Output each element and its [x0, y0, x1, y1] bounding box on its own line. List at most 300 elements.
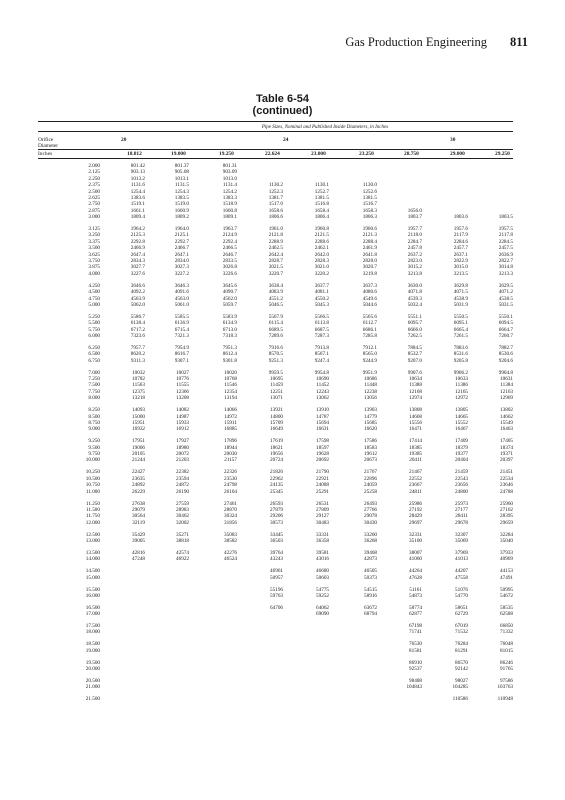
coefficient-cell: 26104 — [224, 488, 237, 495]
coefficient-cell: 104843 — [406, 684, 422, 691]
coefficient-cell: 7912.1 — [362, 345, 377, 351]
coefficient-cell: 29697 — [409, 519, 422, 526]
orifice-diameter-cell: 9.000 — [88, 426, 100, 433]
orifice-diameter-cell: 8.500 — [88, 413, 100, 420]
coefficient-cell: 3219.8 — [362, 270, 377, 277]
orifice-diameter-cell: 11.500 — [85, 506, 100, 513]
coefficient-cell: 7287.3 — [314, 333, 329, 340]
orifice-diameter-cell: 14.000 — [85, 556, 100, 563]
coefficient-cell: 1252.7 — [314, 188, 329, 195]
coefficient-cell: 2462.1 — [314, 245, 329, 252]
coefficient-cell: 8616.7 — [174, 351, 189, 358]
coefficient-cell: 26229 — [132, 488, 145, 495]
coefficient-cell: 4071.2 — [498, 289, 513, 296]
coefficient-cell: 1013.2 — [130, 175, 145, 182]
coefficient-cell: 5565.6 — [362, 313, 377, 320]
orifice-diameter-cell: 2.000 — [88, 163, 100, 169]
coefficient-cell: 14800 — [270, 413, 283, 420]
row-group — [38, 568, 513, 581]
inside-diameter-6: 23.250 — [359, 151, 374, 157]
coefficient-cell: 37933 — [500, 549, 513, 556]
coefficient-cell: 46524 — [224, 556, 237, 563]
orifice-diameter-cell: 3.125 — [88, 226, 100, 233]
coefficient-cell: 46680 — [316, 568, 329, 575]
coefficient-cell: 6138.4 — [130, 320, 145, 327]
coefficient-cell: 1254.4 — [130, 188, 145, 195]
coefficient-cell: 24788 — [500, 488, 513, 495]
coefficient-cell: 21826 — [270, 469, 283, 476]
coefficient-cell: 30462 — [176, 513, 189, 520]
coefficient-cell: 10027 — [176, 369, 189, 376]
table-row — [38, 302, 513, 308]
orifice-diameter-cell: 7.500 — [88, 382, 100, 389]
coefficient-cell: 17927 — [176, 438, 189, 445]
coefficient-cell: 12163 — [500, 388, 513, 395]
coefficient-cell: 7954.9 — [174, 345, 189, 351]
coefficient-cell: 20411 — [409, 457, 422, 464]
orifice-diameter-cell: 4.250 — [88, 282, 100, 289]
orifice-diameter-cell: 14.500 — [85, 568, 100, 575]
coefficient-cell: 1519.1 — [130, 201, 145, 208]
table-row — [38, 333, 513, 339]
coefficient-cell: 54770 — [455, 592, 468, 599]
coefficient-cell: 33445 — [270, 531, 283, 538]
coefficient-cell: 23646 — [500, 482, 513, 489]
coefficient-cell: 26190 — [176, 488, 189, 495]
coefficient-cell: 13062 — [316, 395, 329, 402]
coefficient-cell: 26531 — [316, 500, 329, 507]
coefficient-cell: 37969 — [455, 549, 468, 556]
coefficient-cell: 2284.7 — [407, 238, 422, 245]
coefficient-cell: 2117.9 — [453, 232, 468, 239]
orifice-diameter-cell: 2.375 — [88, 182, 100, 189]
coefficient-cell: 14972 — [224, 413, 237, 420]
coefficient-cell: 3645.6 — [222, 282, 237, 289]
coefficient-cell: 1964.0 — [174, 226, 189, 233]
coefficient-cell: 3227.6 — [130, 270, 145, 277]
coefficient-cell: 14665 — [455, 413, 468, 420]
coefficient-cell: 43016 — [316, 556, 329, 563]
coefficient-cell: 7261.5 — [453, 333, 468, 340]
coefficient-cell: 20404 — [455, 457, 468, 464]
coefficient-cell: 15709 — [270, 419, 283, 426]
coefficient-cell: 17598 — [316, 438, 329, 445]
orifice-diameter-cell: 3.875 — [88, 264, 100, 271]
coefficient-cell: 11563 — [132, 382, 145, 389]
coefficient-cell: 91765 — [500, 666, 513, 673]
orifice-diameter-cell: 10.750 — [85, 482, 100, 489]
coefficient-cell: 2292.7 — [174, 238, 189, 245]
coefficient-cell: 59252 — [316, 592, 329, 599]
orifice-diameter-cell: 9.250 — [88, 438, 100, 445]
coefficient-cell: 50957 — [270, 574, 283, 581]
coefficient-cell: 6136.9 — [174, 320, 189, 327]
coefficient-cell: 8570.5 — [268, 351, 283, 358]
coefficient-cell: 23594 — [176, 475, 189, 482]
orifice-diameter-cell: 16.500 — [85, 604, 100, 611]
coefficient-cell: 7321.3 — [174, 333, 189, 340]
coefficient-cell: 7916.6 — [268, 345, 283, 351]
coefficient-cell: 1960.6 — [362, 226, 377, 233]
coefficient-cell: 11452 — [316, 382, 329, 389]
coefficient-cell: 3638.4 — [268, 282, 283, 289]
inside-diameter-5: 23.000 — [311, 151, 326, 157]
row-group — [38, 550, 513, 563]
coefficient-cell: 7884.5 — [407, 345, 422, 351]
coefficient-cell: 6713.0 — [222, 326, 237, 333]
coefficient-cell: 62588 — [500, 611, 513, 618]
coefficient-cell: 1013.1 — [174, 175, 189, 182]
coefficient-cell: 13903 — [364, 407, 377, 414]
coefficient-cell: 3213.5 — [453, 270, 468, 277]
row-group — [38, 469, 513, 495]
orifice-diameter-cell: 8.250 — [88, 407, 100, 414]
orifice-diameter-cell: 20.500 — [85, 678, 100, 684]
table-row — [38, 648, 513, 654]
row-group — [38, 501, 513, 527]
coefficient-cell: 71532 — [455, 629, 468, 636]
coefficient-cell: 27177 — [455, 506, 468, 513]
coefficient-cell: 4563.9 — [130, 295, 145, 302]
coefficient-cell: 47628 — [409, 574, 422, 581]
coefficient-cell: 14662 — [500, 413, 513, 420]
coefficient-cell: 33260 — [364, 531, 377, 538]
coefficient-cell: 1957.6 — [453, 226, 468, 233]
coefficient-cell: 6134.9 — [222, 320, 237, 327]
coefficient-cell: 76284 — [455, 641, 468, 648]
coefficient-cell: 1130.0 — [362, 182, 377, 189]
coefficient-cell: 9207.0 — [407, 357, 422, 364]
row-group — [38, 696, 513, 702]
orifice-diameter-cell: 15.000 — [85, 574, 100, 581]
table-number: Table 6-54 — [256, 93, 309, 105]
coefficient-cell: 2642.0 — [314, 251, 329, 258]
running-title: Gas Production Engineering — [345, 35, 487, 49]
coefficient-cell: 5566.5 — [314, 313, 329, 320]
coefficient-cell: 6113.8 — [314, 320, 329, 327]
coefficient-cell: 10032 — [132, 369, 145, 376]
orifice-diameter-cell: 17.000 — [85, 611, 100, 618]
coefficient-cell: 16467 — [455, 426, 468, 433]
running-head — [0, 35, 565, 51]
coefficient-cell: 66850 — [500, 623, 513, 630]
inside-diameter-3: 19.250 — [219, 151, 234, 157]
coefficient-cell: 54775 — [316, 586, 329, 593]
coefficient-cell: 29078 — [364, 513, 377, 520]
coefficient-cell: 9204.6 — [498, 357, 513, 364]
orifice-diameter-cell: 5.750 — [88, 326, 100, 333]
coefficient-cell: 38007 — [409, 549, 422, 556]
coefficient-cell: 8620.2 — [130, 351, 145, 358]
coefficient-cell: 25973 — [455, 500, 468, 507]
coefficient-cell: 7285.8 — [362, 333, 377, 340]
coefficient-cell: 12243 — [316, 388, 329, 395]
coefficient-cell: 50603 — [316, 574, 329, 581]
coefficient-cell: 1806.3 — [362, 214, 377, 221]
orifice-diameter-cell: 5.000 — [88, 301, 100, 308]
orifice-diameter-cell: 3.750 — [88, 258, 100, 265]
coefficient-cell: 12165 — [455, 388, 468, 395]
coefficient-cell: 17405 — [500, 438, 513, 445]
coefficient-cell: 1658.3 — [362, 207, 377, 214]
table-row — [38, 575, 513, 581]
coefficient-cell: 8567.1 — [314, 351, 329, 358]
coefficient-cell: 2118.0 — [407, 232, 422, 239]
coefficient-cell: 6094.5 — [498, 320, 513, 327]
coefficient-cell: 27192 — [409, 506, 422, 513]
coefficient-cell: 6686.1 — [362, 326, 377, 333]
coefficient-cell: 27559 — [176, 500, 189, 507]
coefficient-cell: 2647.4 — [130, 251, 145, 258]
coefficient-cell: 3226.6 — [222, 270, 237, 277]
coefficient-cell: 16912 — [176, 426, 189, 433]
coefficient-cell: 3027.7 — [130, 264, 145, 271]
coefficient-cell: 8531.6 — [453, 351, 468, 358]
coefficient-cell: 5044.6 — [362, 301, 377, 308]
coefficient-cell: 31856 — [224, 519, 237, 526]
coefficient-cell: 10782 — [132, 376, 145, 383]
coefficient-cell: 35069 — [455, 537, 468, 544]
coefficient-cell: 3629.5 — [498, 282, 513, 289]
coefficient-cell: 20724 — [270, 457, 283, 464]
coefficient-cell: 16463 — [500, 426, 513, 433]
coefficient-cell: 1130.2 — [268, 182, 283, 189]
orifice-diameter-cell: 16.000 — [85, 592, 100, 599]
coefficient-cell: 1381.7 — [268, 194, 283, 201]
orifice-diameter-cell: 3.000 — [88, 214, 100, 221]
coefficient-cell: 47248 — [132, 556, 145, 563]
coefficient-cell: 4083.9 — [268, 289, 283, 296]
coefficient-cell: 2823.0 — [407, 258, 422, 265]
coefficient-cell: 39005 — [132, 537, 145, 544]
coefficient-cell: 32284 — [500, 531, 513, 538]
coefficient-cell: 1381.5 — [362, 194, 377, 201]
coefficient-cell: 4090.7 — [222, 289, 237, 296]
coefficient-cell: 2834.0 — [174, 258, 189, 265]
coefficient-cell: 22326 — [224, 469, 237, 476]
table-row — [38, 426, 513, 432]
row-group — [38, 605, 513, 618]
coefficient-cell: 10695 — [270, 376, 283, 383]
coefficient-cell: 2125.3 — [130, 232, 145, 239]
coefficient-cell: 6115.4 — [268, 320, 283, 327]
orifice-diameter-cell: 12.500 — [85, 531, 100, 538]
coefficient-cell: 1383.3 — [222, 194, 237, 201]
coefficient-cell: 6665.4 — [453, 326, 468, 333]
coefficient-cell: 16631 — [316, 426, 329, 433]
coefficient-cell: 21790 — [316, 469, 329, 476]
coefficient-cell: 12251 — [270, 388, 283, 395]
coefficient-cell: 16885 — [224, 426, 237, 433]
coefficient-cell: 8532.7 — [407, 351, 422, 358]
table-row — [38, 666, 513, 672]
nominal-size-24: 24 — [283, 137, 289, 143]
row-group — [38, 345, 513, 364]
coefficient-cell: 10634 — [409, 376, 422, 383]
coefficient-cell: 13805 — [455, 407, 468, 414]
coefficient-cell: 12238 — [364, 388, 377, 395]
coefficient-cell: 1963.7 — [222, 226, 237, 233]
table-row — [38, 684, 513, 690]
coefficient-cell: 903.09 — [222, 169, 237, 176]
coefficient-cell: 13056 — [364, 395, 377, 402]
coefficient-cell: 43243 — [270, 556, 283, 563]
coefficient-cell: 15911 — [224, 419, 237, 426]
coefficient-cell: 42276 — [224, 549, 237, 556]
table-title — [0, 93, 565, 117]
coefficient-cell: 22896 — [364, 475, 377, 482]
coefficient-cell: 9311.3 — [130, 357, 145, 364]
coefficient-cell: 18374 — [500, 444, 513, 451]
coefficient-cell: 7957.7 — [130, 345, 145, 351]
coefficient-cell: 2636.9 — [498, 251, 513, 258]
coefficient-cell: 13921 — [270, 407, 283, 414]
coefficient-cell: 58535 — [500, 604, 513, 611]
orifice-diameter-cell: 13.000 — [85, 537, 100, 544]
coefficient-cell: 22921 — [316, 475, 329, 482]
page-number: 811 — [509, 35, 528, 49]
coefficient-cell: 32331 — [409, 531, 422, 538]
coefficient-cell: 39764 — [270, 549, 283, 556]
coefficient-cell: 2288.9 — [268, 238, 283, 245]
coefficient-cell: 5031.5 — [498, 301, 513, 308]
coefficient-cell: 92142 — [455, 666, 468, 673]
coefficient-cell: 10768 — [224, 376, 237, 383]
coefficient-cell: 4562.0 — [222, 295, 237, 302]
coefficient-cell: 9951.9 — [362, 369, 377, 376]
coefficient-cell: 12969 — [500, 395, 513, 402]
coefficient-cell: 13808 — [409, 407, 422, 414]
coefficient-cell: 42574 — [176, 549, 189, 556]
coefficient-cell: 3646.6 — [130, 282, 145, 289]
coefficient-cell: 14082 — [176, 407, 189, 414]
coefficient-cell: 20397 — [500, 457, 513, 464]
coefficient-cell: 44264 — [409, 568, 422, 575]
coefficient-cell: 2121.5 — [314, 232, 329, 239]
orifice-diameter-cell: 2.125 — [88, 169, 100, 176]
coefficient-cell: 24088 — [316, 482, 329, 489]
coefficient-cell: 7323.6 — [130, 333, 145, 340]
coefficient-cell: 11388 — [409, 382, 422, 389]
coefficient-cell: 2125.1 — [174, 232, 189, 239]
coefficient-cell: 27162 — [500, 506, 513, 513]
row-group — [38, 314, 513, 340]
orifice-diameter-cell: 18.500 — [85, 641, 100, 648]
coefficient-cell: 39468 — [364, 549, 377, 556]
coefficient-cell: 47491 — [500, 574, 513, 581]
coefficient-cell: 46922 — [176, 556, 189, 563]
coefficient-cell: 8530.6 — [498, 351, 513, 358]
coefficient-cell: 13208 — [176, 395, 189, 402]
coefficient-cell: 4091.6 — [174, 289, 189, 296]
row-group — [38, 532, 513, 545]
coefficient-cell: 3213.8 — [407, 270, 422, 277]
coefficient-cell: 1517.0 — [268, 201, 283, 208]
coefficient-cell: 92537 — [409, 666, 422, 673]
coefficient-cell: 63672 — [364, 604, 377, 611]
coefficient-cell: 12972 — [455, 395, 468, 402]
coefficient-cell: 3015.2 — [407, 264, 422, 271]
coefficient-cell: 71741 — [409, 629, 422, 636]
coefficient-cell: 21203 — [176, 457, 189, 464]
coefficient-cell: 9244.9 — [362, 357, 377, 364]
coefficient-cell: 44153 — [500, 568, 513, 575]
coefficient-cell: 64062 — [316, 604, 329, 611]
coefficient-cell: 1131.4 — [222, 182, 237, 189]
top-rule — [38, 121, 513, 122]
coefficient-cell: 9954.8 — [314, 369, 329, 376]
coefficient-cell: 4538.9 — [453, 295, 468, 302]
coefficient-cell: 30573 — [270, 519, 283, 526]
coefficient-cell: 4080.6 — [362, 289, 377, 296]
coefficient-cell: 44207 — [455, 568, 468, 575]
coefficient-cell: 14093 — [132, 407, 145, 414]
coefficient-cell: 17951 — [132, 438, 145, 445]
table-row — [38, 520, 513, 526]
coefficient-cell: 6666.0 — [407, 326, 422, 333]
coefficient-cell: 1806.4 — [314, 214, 329, 221]
coefficient-cell: 15933 — [176, 419, 189, 426]
coefficient-cell: 1383.5 — [174, 194, 189, 201]
coefficient-cell: 24135 — [270, 482, 283, 489]
coefficient-cell: 36358 — [316, 537, 329, 544]
coefficient-cell: 19006 — [132, 444, 145, 451]
coefficient-cell: 19385 — [409, 451, 422, 458]
coefficient-cell: 2646.7 — [222, 251, 237, 258]
coefficient-cell: 6095.1 — [453, 320, 468, 327]
orifice-diameter-cell: 4.750 — [88, 295, 100, 302]
coefficient-cell: 1809.1 — [222, 214, 237, 221]
coefficient-cell: 7913.8 — [314, 345, 329, 351]
coefficient-cell: 104285 — [452, 684, 468, 691]
coefficient-cell: 26493 — [364, 500, 377, 507]
orifice-diameter-cell: 2.750 — [88, 201, 100, 208]
row-group — [38, 226, 513, 277]
coefficient-cell: 54515 — [364, 586, 377, 593]
coefficient-cell: 2284.6 — [453, 238, 468, 245]
coefficient-cell: 2461.9 — [362, 245, 377, 252]
coefficient-cell: 42816 — [132, 549, 145, 556]
coefficient-cell: 2642.4 — [268, 251, 283, 258]
table-row — [38, 271, 513, 277]
orifice-diameter-cell: 6.250 — [88, 345, 100, 351]
coefficient-cell: 2292.4 — [222, 238, 237, 245]
coefficient-cell: 15951 — [132, 419, 145, 426]
coefficient-cell: 23656 — [455, 482, 468, 489]
orifice-diameter-cell: 18.000 — [85, 629, 100, 636]
coefficient-cell: 14779 — [364, 413, 377, 420]
orifice-diameter-cell: 21.000 — [85, 684, 100, 691]
table-row — [38, 629, 513, 635]
orifice-diameter-cell: 10.500 — [85, 475, 100, 482]
coefficient-cell: 81015 — [500, 647, 513, 654]
coefficient-cell: 35100 — [409, 537, 422, 544]
coefficient-cell: 35271 — [176, 531, 189, 538]
orifice-diameter-cell: 2.625 — [88, 194, 100, 201]
coefficient-cell: 4092.2 — [130, 289, 145, 296]
coefficient-cell: 20072 — [176, 451, 189, 458]
coefficient-cell: 4081.1 — [314, 289, 329, 296]
nominal-size-30: 30 — [450, 137, 456, 143]
coefficient-cell: 2121.8 — [268, 232, 283, 239]
coefficient-cell: 39581 — [316, 549, 329, 556]
coefficient-cell: 3629.8 — [453, 282, 468, 289]
coefficient-cell: 11555 — [176, 382, 189, 389]
coefficient-cell: 1803.7 — [407, 214, 422, 221]
orifice-diameter-cell: 10.250 — [85, 469, 100, 476]
row-group — [38, 623, 513, 636]
coefficient-cell: 26593 — [270, 500, 283, 507]
